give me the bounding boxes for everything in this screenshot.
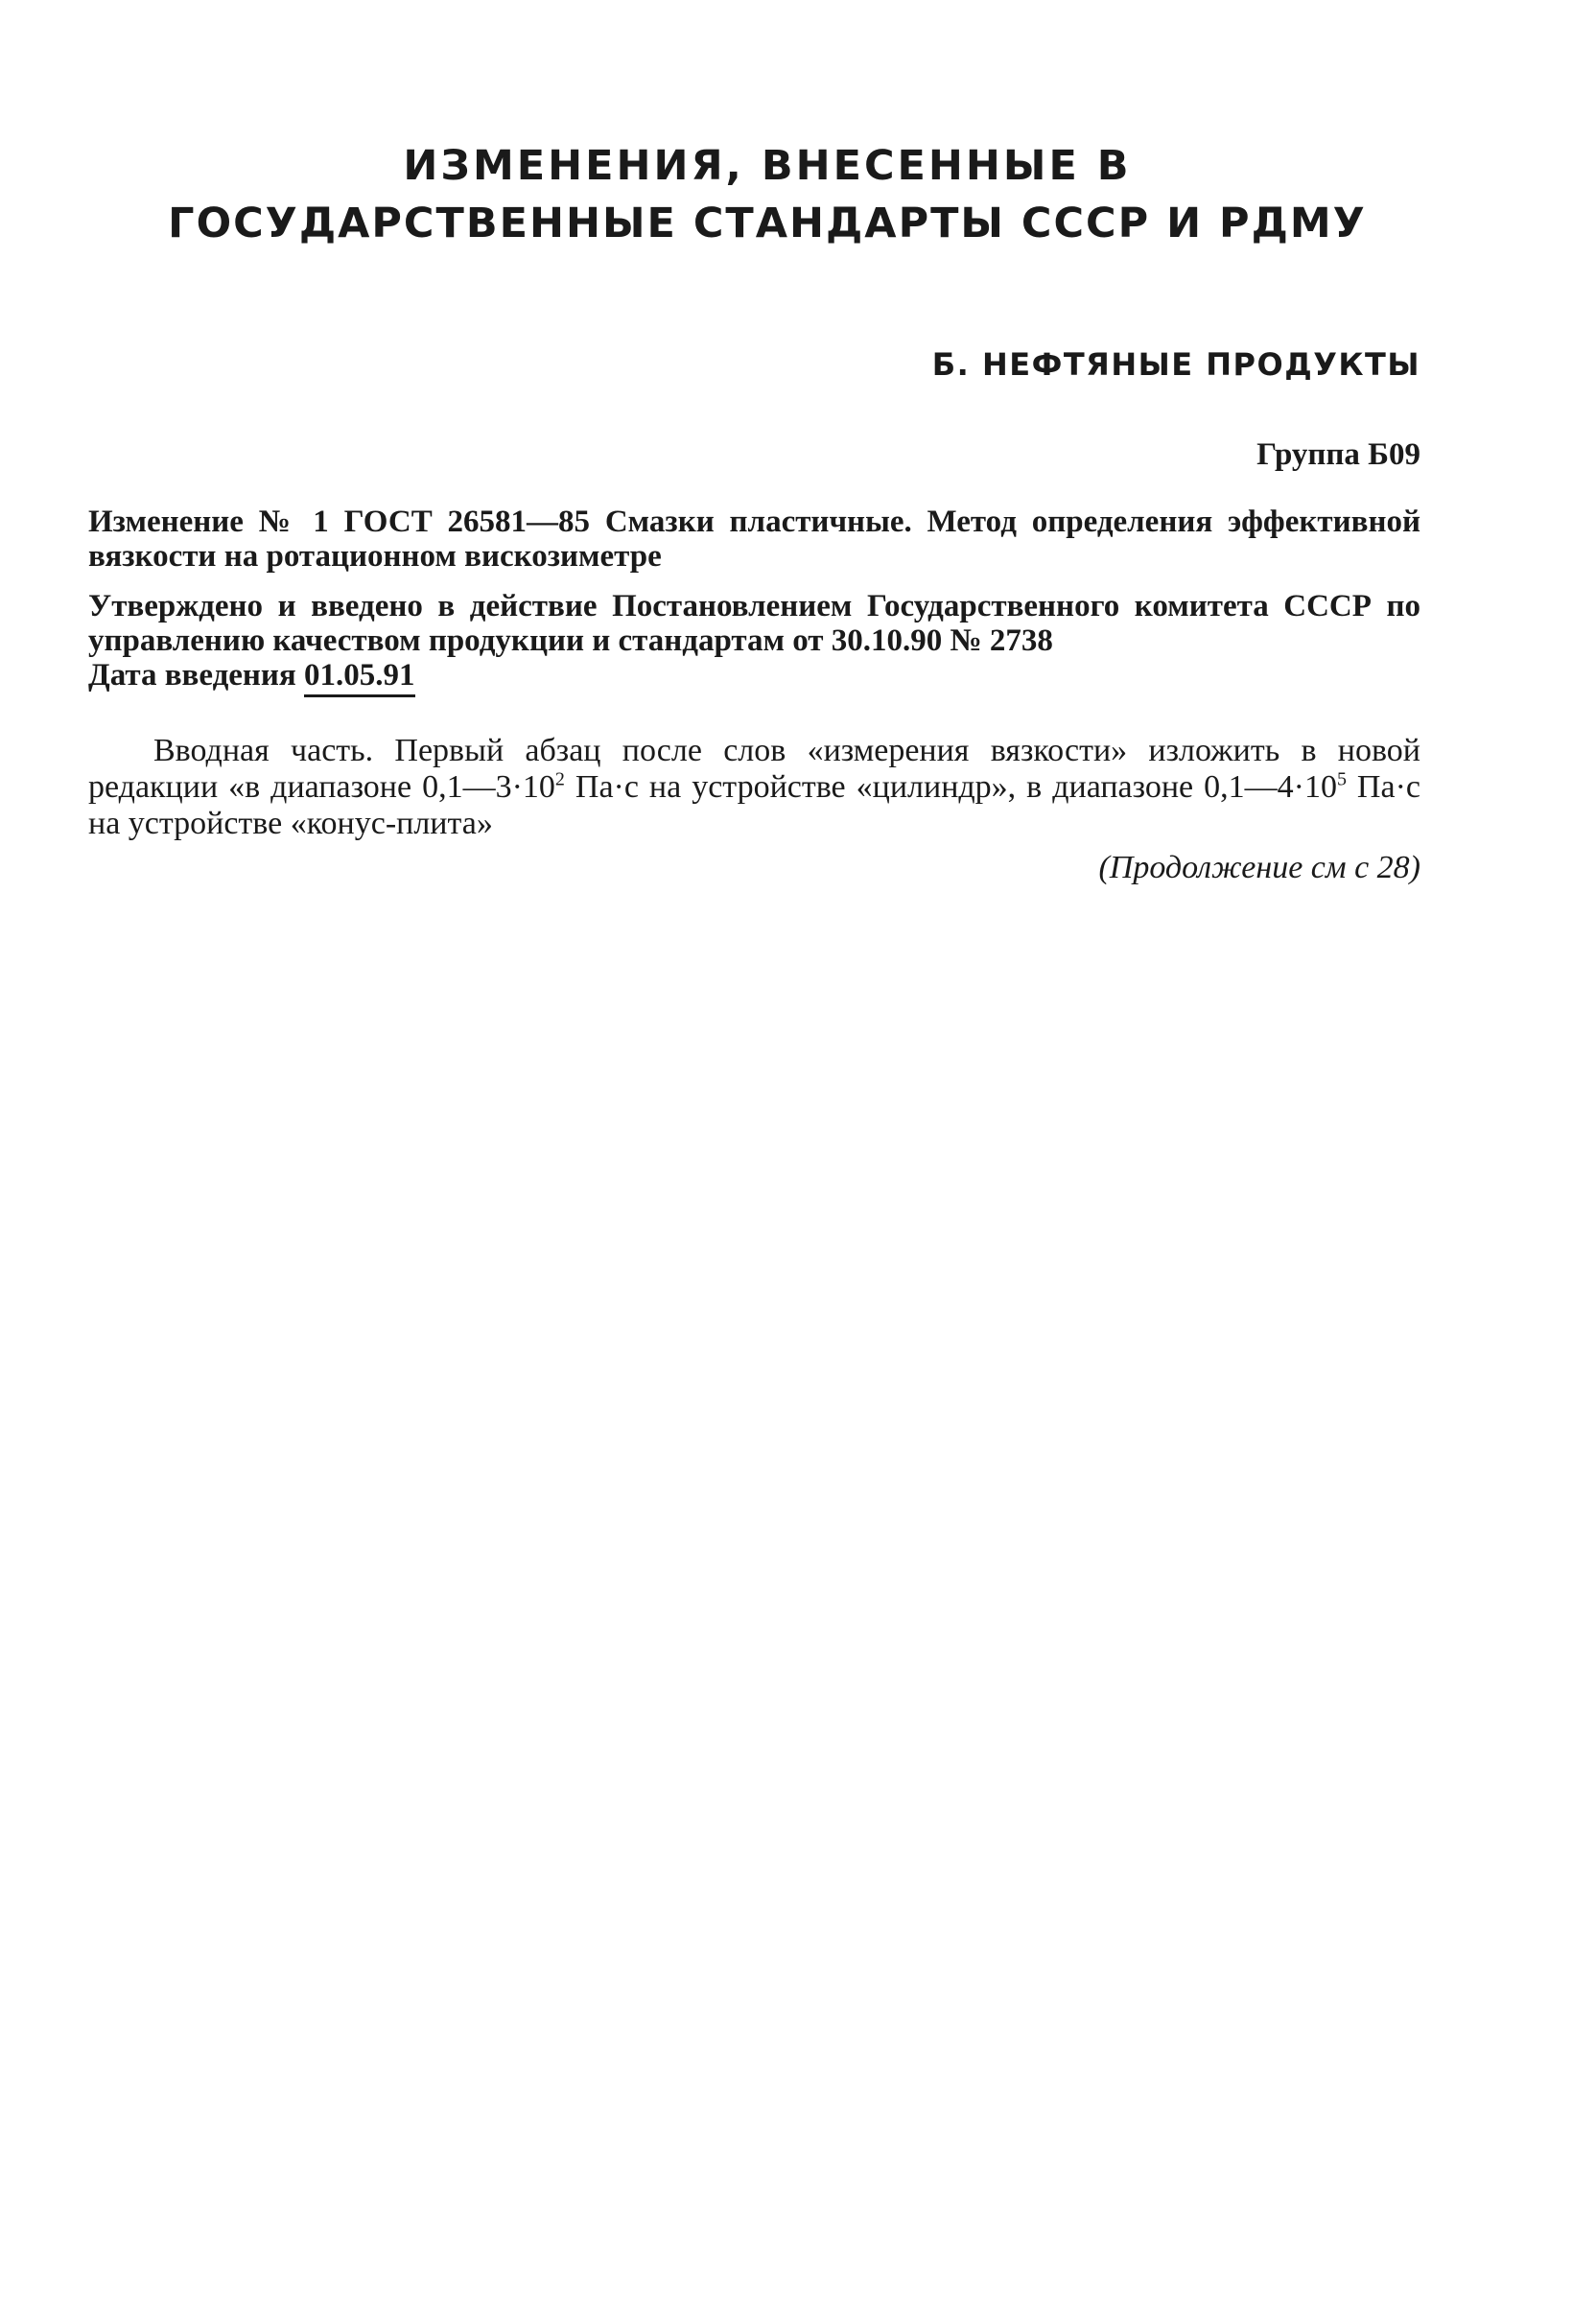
section-heading: Б. НЕФТЯНЫЕ ПРОДУКТЫ [931,346,1420,383]
intro-date-line [88,658,1420,697]
body-text-part-2: Па·с на устройстве «цилиндр», в диапазоне 0,1—4·10 [564,769,1337,805]
intro-date-label: Дата введения [88,658,296,693]
body-text-part-1: Вводная часть. Первый абзац после слов «измерения вязкости» изложить в новой редакции «в диапазоне 0,1—3·10 [88,733,1420,805]
exponent-2: 5 [1336,768,1347,790]
group-label: Группа Б09 [1256,437,1420,472]
document-title-line-1: ИЗМЕНЕНИЯ, ВНЕСЕННЫЕ В [403,142,1132,190]
continuation-note: (Продолжение см с 28) [1098,850,1420,885]
exponent-1: 2 [554,768,565,790]
intro-date-value: 01.05.91 [304,658,415,697]
amendment-title: Изменение № 1 ГОСТ 26581—85 Смазки пластичные. Метод определения эффективной вязкости на ротационном вискозиметре [88,505,1420,574]
body-text-part-3: Па·с на устройстве «конус-плита» [88,769,1420,841]
approval-text: Утверждено и введено в действие Постановлением Государственного комитета СССР по управлению качеством продукции и стандартам от 30.10.90 № 2738 [88,589,1420,658]
document-title-line-2: ГОСУДАРСТВЕННЫЕ СТАНДАРТЫ СССР И РДМУ [168,200,1367,247]
body-paragraph [88,733,1420,842]
approval-block [88,589,1420,697]
